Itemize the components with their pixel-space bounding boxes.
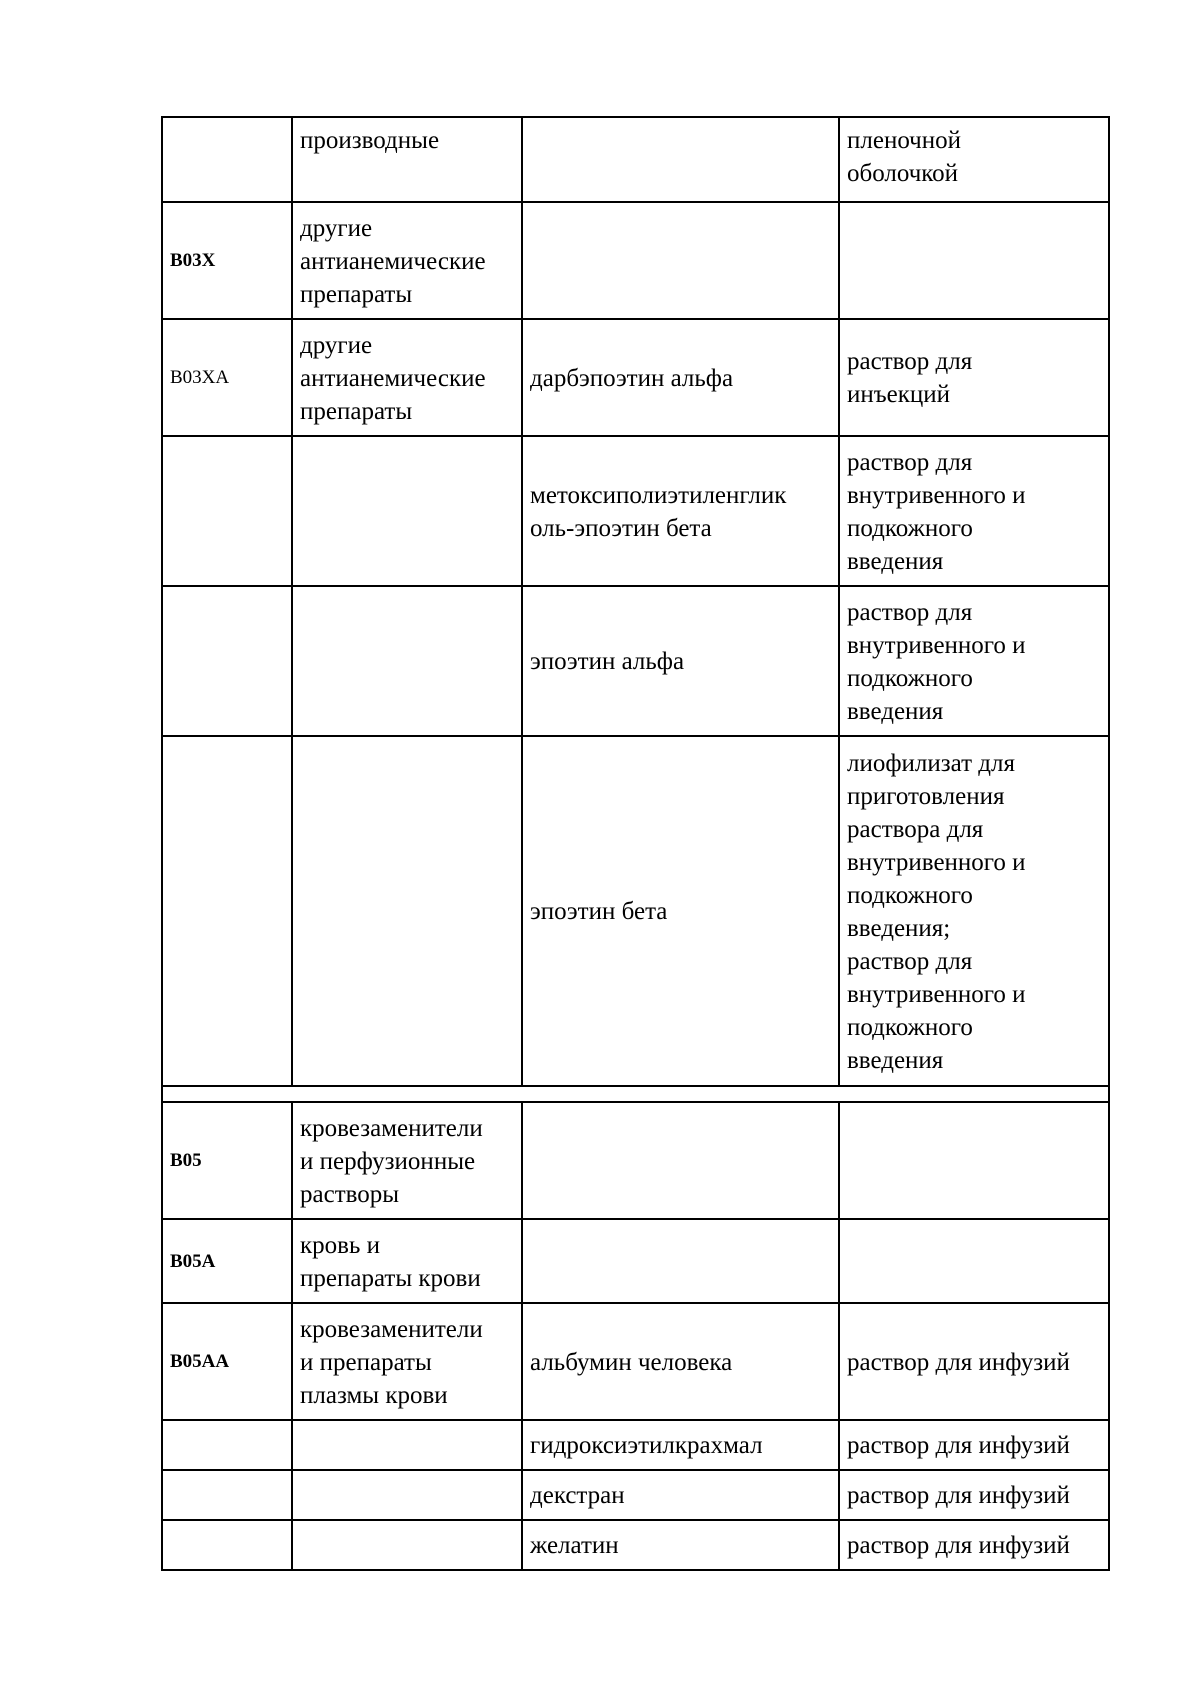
drug-classification-table xyxy=(161,116,1110,1571)
section-divider-cell xyxy=(162,1086,1109,1102)
dosage-form-cell: раствор для внутривенного и подкожного введения xyxy=(839,586,1109,736)
table-row xyxy=(162,1520,1109,1570)
table-row xyxy=(162,202,1109,319)
dosage-form-cell xyxy=(839,202,1109,319)
dosage-form-cell: пленочной оболочкой xyxy=(839,117,1109,202)
drug-name-cell: гидроксиэтилкрахмал xyxy=(522,1420,839,1470)
atc-code-cell: B03XA xyxy=(162,319,292,436)
drug-name-cell: декстран xyxy=(522,1470,839,1520)
group-name-cell: производные xyxy=(292,117,522,202)
group-name-cell xyxy=(292,1420,522,1470)
table-row xyxy=(162,436,1109,586)
atc-code-cell xyxy=(162,586,292,736)
table-row xyxy=(162,1470,1109,1520)
atc-code-cell xyxy=(162,436,292,586)
drug-name-cell xyxy=(522,202,839,319)
dosage-form-cell: лиофилизат для приготовления раствора для внутривенного и подкожного введения; раствор для внутривенного и подкожного введения xyxy=(839,736,1109,1086)
group-name-cell: кровезаменители и препараты плазмы крови xyxy=(292,1303,522,1420)
atc-code-cell xyxy=(162,1520,292,1570)
table-row xyxy=(162,319,1109,436)
group-name-cell xyxy=(292,1470,522,1520)
table-row xyxy=(162,1420,1109,1470)
table-row xyxy=(162,1102,1109,1219)
table-row xyxy=(162,117,1109,202)
dosage-form-cell: раствор для внутривенного и подкожного введения xyxy=(839,436,1109,586)
dosage-form-cell: раствор для инфузий xyxy=(839,1420,1109,1470)
group-name-cell: другие антианемические препараты xyxy=(292,319,522,436)
atc-code-cell: B05A xyxy=(162,1219,292,1303)
atc-code-cell xyxy=(162,1470,292,1520)
drug-name-cell: эпоэтин альфа xyxy=(522,586,839,736)
section-divider xyxy=(162,1086,1109,1102)
table-row xyxy=(162,586,1109,736)
drug-name-cell xyxy=(522,1102,839,1219)
atc-code-cell: B05AA xyxy=(162,1303,292,1420)
drug-name-cell: дарбэпоэтин альфа xyxy=(522,319,839,436)
drug-name-cell xyxy=(522,117,839,202)
drug-name-cell: эпоэтин бета xyxy=(522,736,839,1086)
drug-name-cell: альбумин человека xyxy=(522,1303,839,1420)
group-name-cell: кровезаменители и перфузионные растворы xyxy=(292,1102,522,1219)
atc-code-cell xyxy=(162,736,292,1086)
drug-name-cell: желатин xyxy=(522,1520,839,1570)
dosage-form-cell: раствор для инъекций xyxy=(839,319,1109,436)
dosage-form-cell: раствор для инфузий xyxy=(839,1303,1109,1420)
dosage-form-cell xyxy=(839,1219,1109,1303)
atc-code-cell: B03X xyxy=(162,202,292,319)
table-row xyxy=(162,1303,1109,1420)
atc-code-cell xyxy=(162,117,292,202)
group-name-cell xyxy=(292,436,522,586)
drug-name-cell: метоксиполиэтиленглик оль-эпоэтин бета xyxy=(522,436,839,586)
dosage-form-cell xyxy=(839,1102,1109,1219)
group-name-cell: другие антианемические препараты xyxy=(292,202,522,319)
dosage-form-cell: раствор для инфузий xyxy=(839,1470,1109,1520)
group-name-cell xyxy=(292,736,522,1086)
group-name-cell xyxy=(292,586,522,736)
group-name-cell xyxy=(292,1520,522,1570)
atc-code-cell xyxy=(162,1420,292,1470)
table-row xyxy=(162,1219,1109,1303)
table-row xyxy=(162,736,1109,1086)
group-name-cell: кровь и препараты крови xyxy=(292,1219,522,1303)
drug-name-cell xyxy=(522,1219,839,1303)
dosage-form-cell: раствор для инфузий xyxy=(839,1520,1109,1570)
atc-code-cell: B05 xyxy=(162,1102,292,1219)
